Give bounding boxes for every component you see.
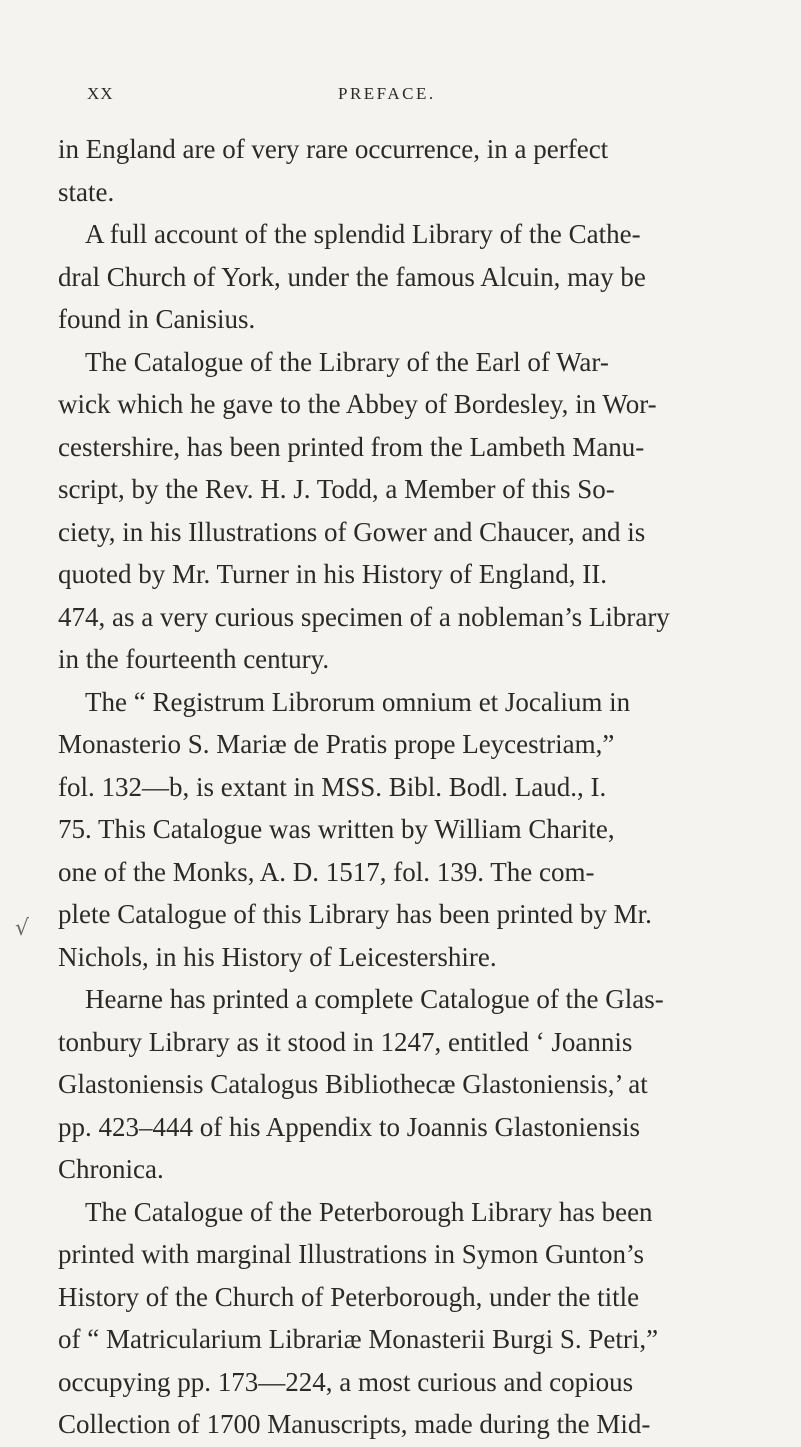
text-line: The “ Registrum Librorum omnium et Jocalium in bbox=[85, 686, 631, 717]
text-line: 474, as a very curious specimen of a nobleman’s Library bbox=[58, 601, 670, 632]
text-line: one of the Monks, A. D. 1517, fol. 139. The com- bbox=[58, 856, 595, 887]
text-line: printed with marginal Illustrations in Symon Gunton’s bbox=[58, 1239, 644, 1269]
text-line: Monasterio S. Mariæ de Pratis prope Leycestriam,” bbox=[58, 729, 615, 759]
text-line: occupying pp. 173—224, a most curious and copious bbox=[58, 1366, 634, 1397]
text-line: quoted by Mr. Turner in his History of England, II. bbox=[58, 559, 607, 589]
text-line: Nichols, in his History of Leicestershire. bbox=[58, 941, 497, 972]
text-line: 75. This Catalogue was written by William Charite, bbox=[58, 814, 615, 844]
text-line: fol. 132—b, is extant in MSS. Bibl. Bodl. Laud., I. bbox=[58, 771, 607, 802]
text-line: pp. 423–444 of his Appendix to Joannis Glastoniensis bbox=[58, 1111, 640, 1142]
text-line: dral Church of York, under the famous Alcuin, may be bbox=[58, 261, 646, 292]
running-title: PREFACE. bbox=[338, 84, 436, 103]
text-line: wick which he gave to the Abbey of Bordesley, in Wor- bbox=[58, 389, 657, 419]
text-line: The Catalogue of the Peterborough Library has been bbox=[85, 1196, 653, 1227]
text-line: ciety, in his Illustrations of Gower and Chaucer, and is bbox=[58, 516, 646, 547]
text-line: Hearne has printed a complete Catalogue of the Glas- bbox=[85, 984, 664, 1014]
text-line: Chronica. bbox=[58, 1154, 164, 1184]
page-number: XX bbox=[87, 84, 114, 103]
running-head bbox=[87, 84, 787, 110]
text-line: cestershire, has been printed from the Lambeth Manu- bbox=[58, 431, 645, 462]
text-line: The Catalogue of the Library of the Earl of War- bbox=[85, 346, 609, 377]
text-line: state. bbox=[58, 176, 115, 207]
text-line: Glastoniensis Catalogus Bibliothecæ Glastoniensis,’ at bbox=[58, 1069, 648, 1099]
text-line: History of the Church of Peterborough, under the title bbox=[58, 1281, 640, 1312]
text-line: tonbury Library as it stood in 1247, entitled ‘ Joannis bbox=[58, 1026, 633, 1057]
body-text bbox=[58, 128, 793, 1446]
text-line: in England are of very rare occurrence, in a perfect bbox=[58, 134, 609, 164]
text-line: found in Canisius. bbox=[58, 304, 256, 334]
text-line: in the fourteenth century. bbox=[58, 644, 330, 674]
margin-check-mark: √ bbox=[15, 916, 30, 941]
text-line: Collection of 1700 Manuscripts, made during the Mid- bbox=[58, 1409, 651, 1439]
text-line: A full account of the splendid Library of the Cathe- bbox=[85, 219, 641, 249]
text-line: of “ Matricularium Librariæ Monasterii Burgi S. Petri,” bbox=[58, 1324, 659, 1354]
text-line: script, by the Rev. H. J. Todd, a Member of this So- bbox=[58, 474, 615, 504]
text-line: plete Catalogue of this Library has been printed by Mr. bbox=[58, 899, 652, 929]
